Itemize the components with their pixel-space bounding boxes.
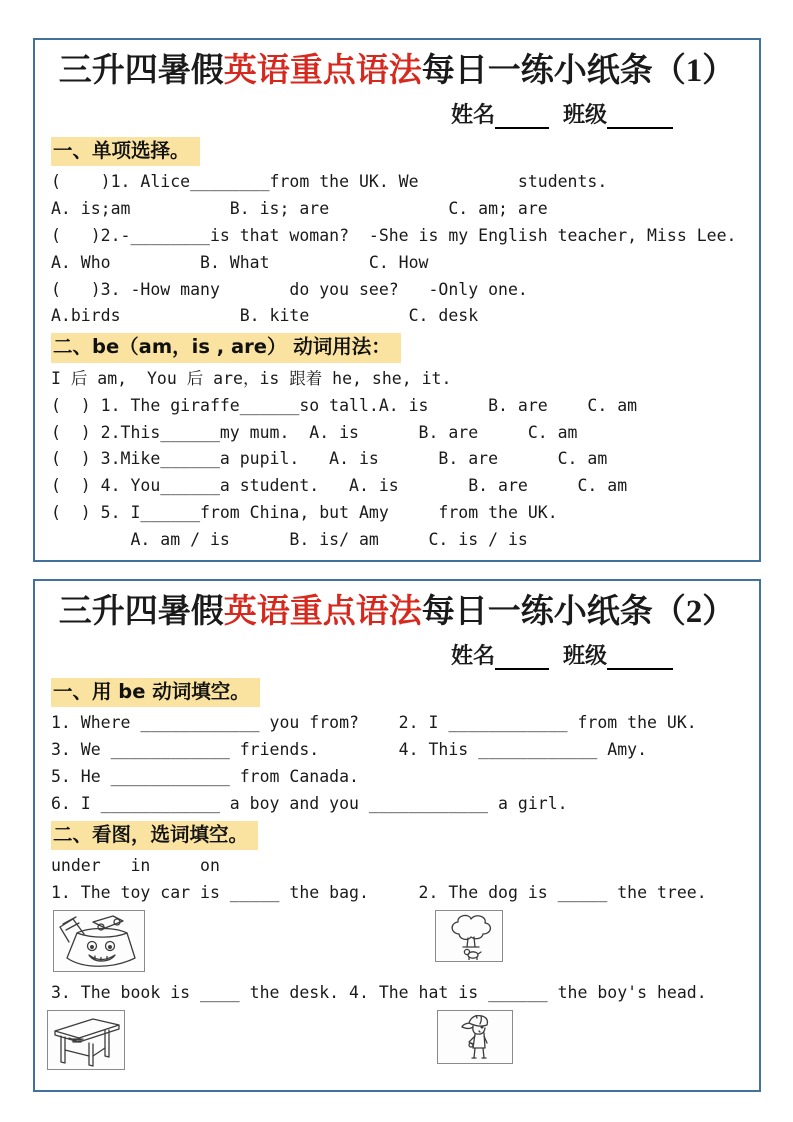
options-line: A. Who B. What C. How bbox=[51, 252, 429, 272]
page1-title bbox=[51, 50, 743, 94]
name-label: 姓名 bbox=[451, 101, 496, 127]
tree-dog-icon bbox=[437, 912, 501, 960]
dog-under-tree-image bbox=[435, 910, 503, 962]
word-bank: under in on bbox=[51, 855, 220, 875]
picture-question-line: 1. The toy car is _____ the bag. 2. The dog is _____ the tree. bbox=[51, 882, 707, 902]
name-blank bbox=[495, 648, 549, 670]
page1-section2-heading: 二、be（am，is , are） 动词用法： bbox=[51, 333, 401, 362]
schoolbag-icon bbox=[55, 912, 143, 970]
picture-row-1 bbox=[51, 910, 743, 972]
question-line: ( ) 3.Mike______a pupil. A. is B. are C. am bbox=[51, 449, 608, 469]
page1-section1-heading: 一、单项选择。 bbox=[51, 137, 200, 166]
question-line: ( ) 5. I______from China, but Amy from the UK. bbox=[51, 503, 558, 523]
picture-question-line: 3. The book is ____ the desk. 4. The hat is ______ the boy's head. bbox=[51, 982, 707, 1002]
options-line: A. am / is B. is/ am C. is / is bbox=[51, 530, 528, 550]
grammar-note: I 后 am, You 后 are，is 跟着 he, she, it. bbox=[51, 368, 452, 388]
page1-title-red-highlight: 英语重点语法 bbox=[223, 53, 422, 89]
class-blank bbox=[607, 107, 673, 129]
options-line: A. is;am B. is; are C. am; are bbox=[51, 198, 548, 218]
fill-blank-line: 1. Where ____________ you from? 2. I ____________ from the UK. bbox=[51, 712, 697, 732]
page1-title-part1: 三升四暑假 bbox=[58, 53, 224, 89]
picture-row-2 bbox=[51, 1010, 743, 1070]
page2-title bbox=[51, 591, 743, 635]
school-desk-image bbox=[47, 1010, 125, 1070]
question-line: ( )1. Alice________from the UK. We students. bbox=[51, 171, 608, 191]
schoolbag-toy-car-image bbox=[53, 910, 145, 972]
options-line: A.birds B. kite C. desk bbox=[51, 306, 479, 326]
question-line: ( ) 4. You______a student. A. is B. are C. am bbox=[51, 476, 628, 496]
boy-cap-icon bbox=[439, 1012, 511, 1062]
page2-section2-heading: 二、看图，选词填空。 bbox=[51, 821, 258, 850]
desk-icon bbox=[49, 1012, 123, 1068]
page1-title-part3: 每日一练小纸条（1） bbox=[421, 53, 736, 89]
page2-section1-heading: 一、用 be 动词填空。 bbox=[51, 678, 260, 707]
page2-title-red-highlight: 英语重点语法 bbox=[223, 594, 422, 630]
name-blank bbox=[495, 107, 549, 129]
question-line: ( ) 1. The giraffe______so tall.A. is B. are C. am bbox=[51, 395, 638, 415]
page1-name-class-line bbox=[51, 98, 743, 129]
fill-blank-line: 5. He ____________ from Canada. bbox=[51, 766, 359, 786]
question-line: ( )3. -How many do you see? -Only one. bbox=[51, 279, 528, 299]
class-label: 班级 bbox=[563, 642, 608, 668]
name-label: 姓名 bbox=[451, 642, 496, 668]
question-line: ( ) 2.This______my mum. A. is B. are C. am bbox=[51, 422, 578, 442]
boy-with-cap-image bbox=[437, 1010, 513, 1064]
worksheet-card-1 bbox=[33, 38, 761, 562]
worksheet-card-2 bbox=[33, 579, 761, 1092]
page2-title-part1: 三升四暑假 bbox=[58, 594, 224, 630]
fill-blank-line: 6. I ____________ a boy and you ____________ a girl. bbox=[51, 793, 568, 813]
fill-blank-line: 3. We ____________ friends. 4. This ____________ Amy. bbox=[51, 739, 648, 759]
question-line: ( )2.-________is that woman? -She is my English teacher, Miss Lee. bbox=[51, 225, 737, 245]
class-label: 班级 bbox=[563, 101, 608, 127]
page2-name-class-line bbox=[51, 639, 743, 670]
class-blank bbox=[607, 648, 673, 670]
page2-title-part3: 每日一练小纸条（2） bbox=[421, 594, 736, 630]
